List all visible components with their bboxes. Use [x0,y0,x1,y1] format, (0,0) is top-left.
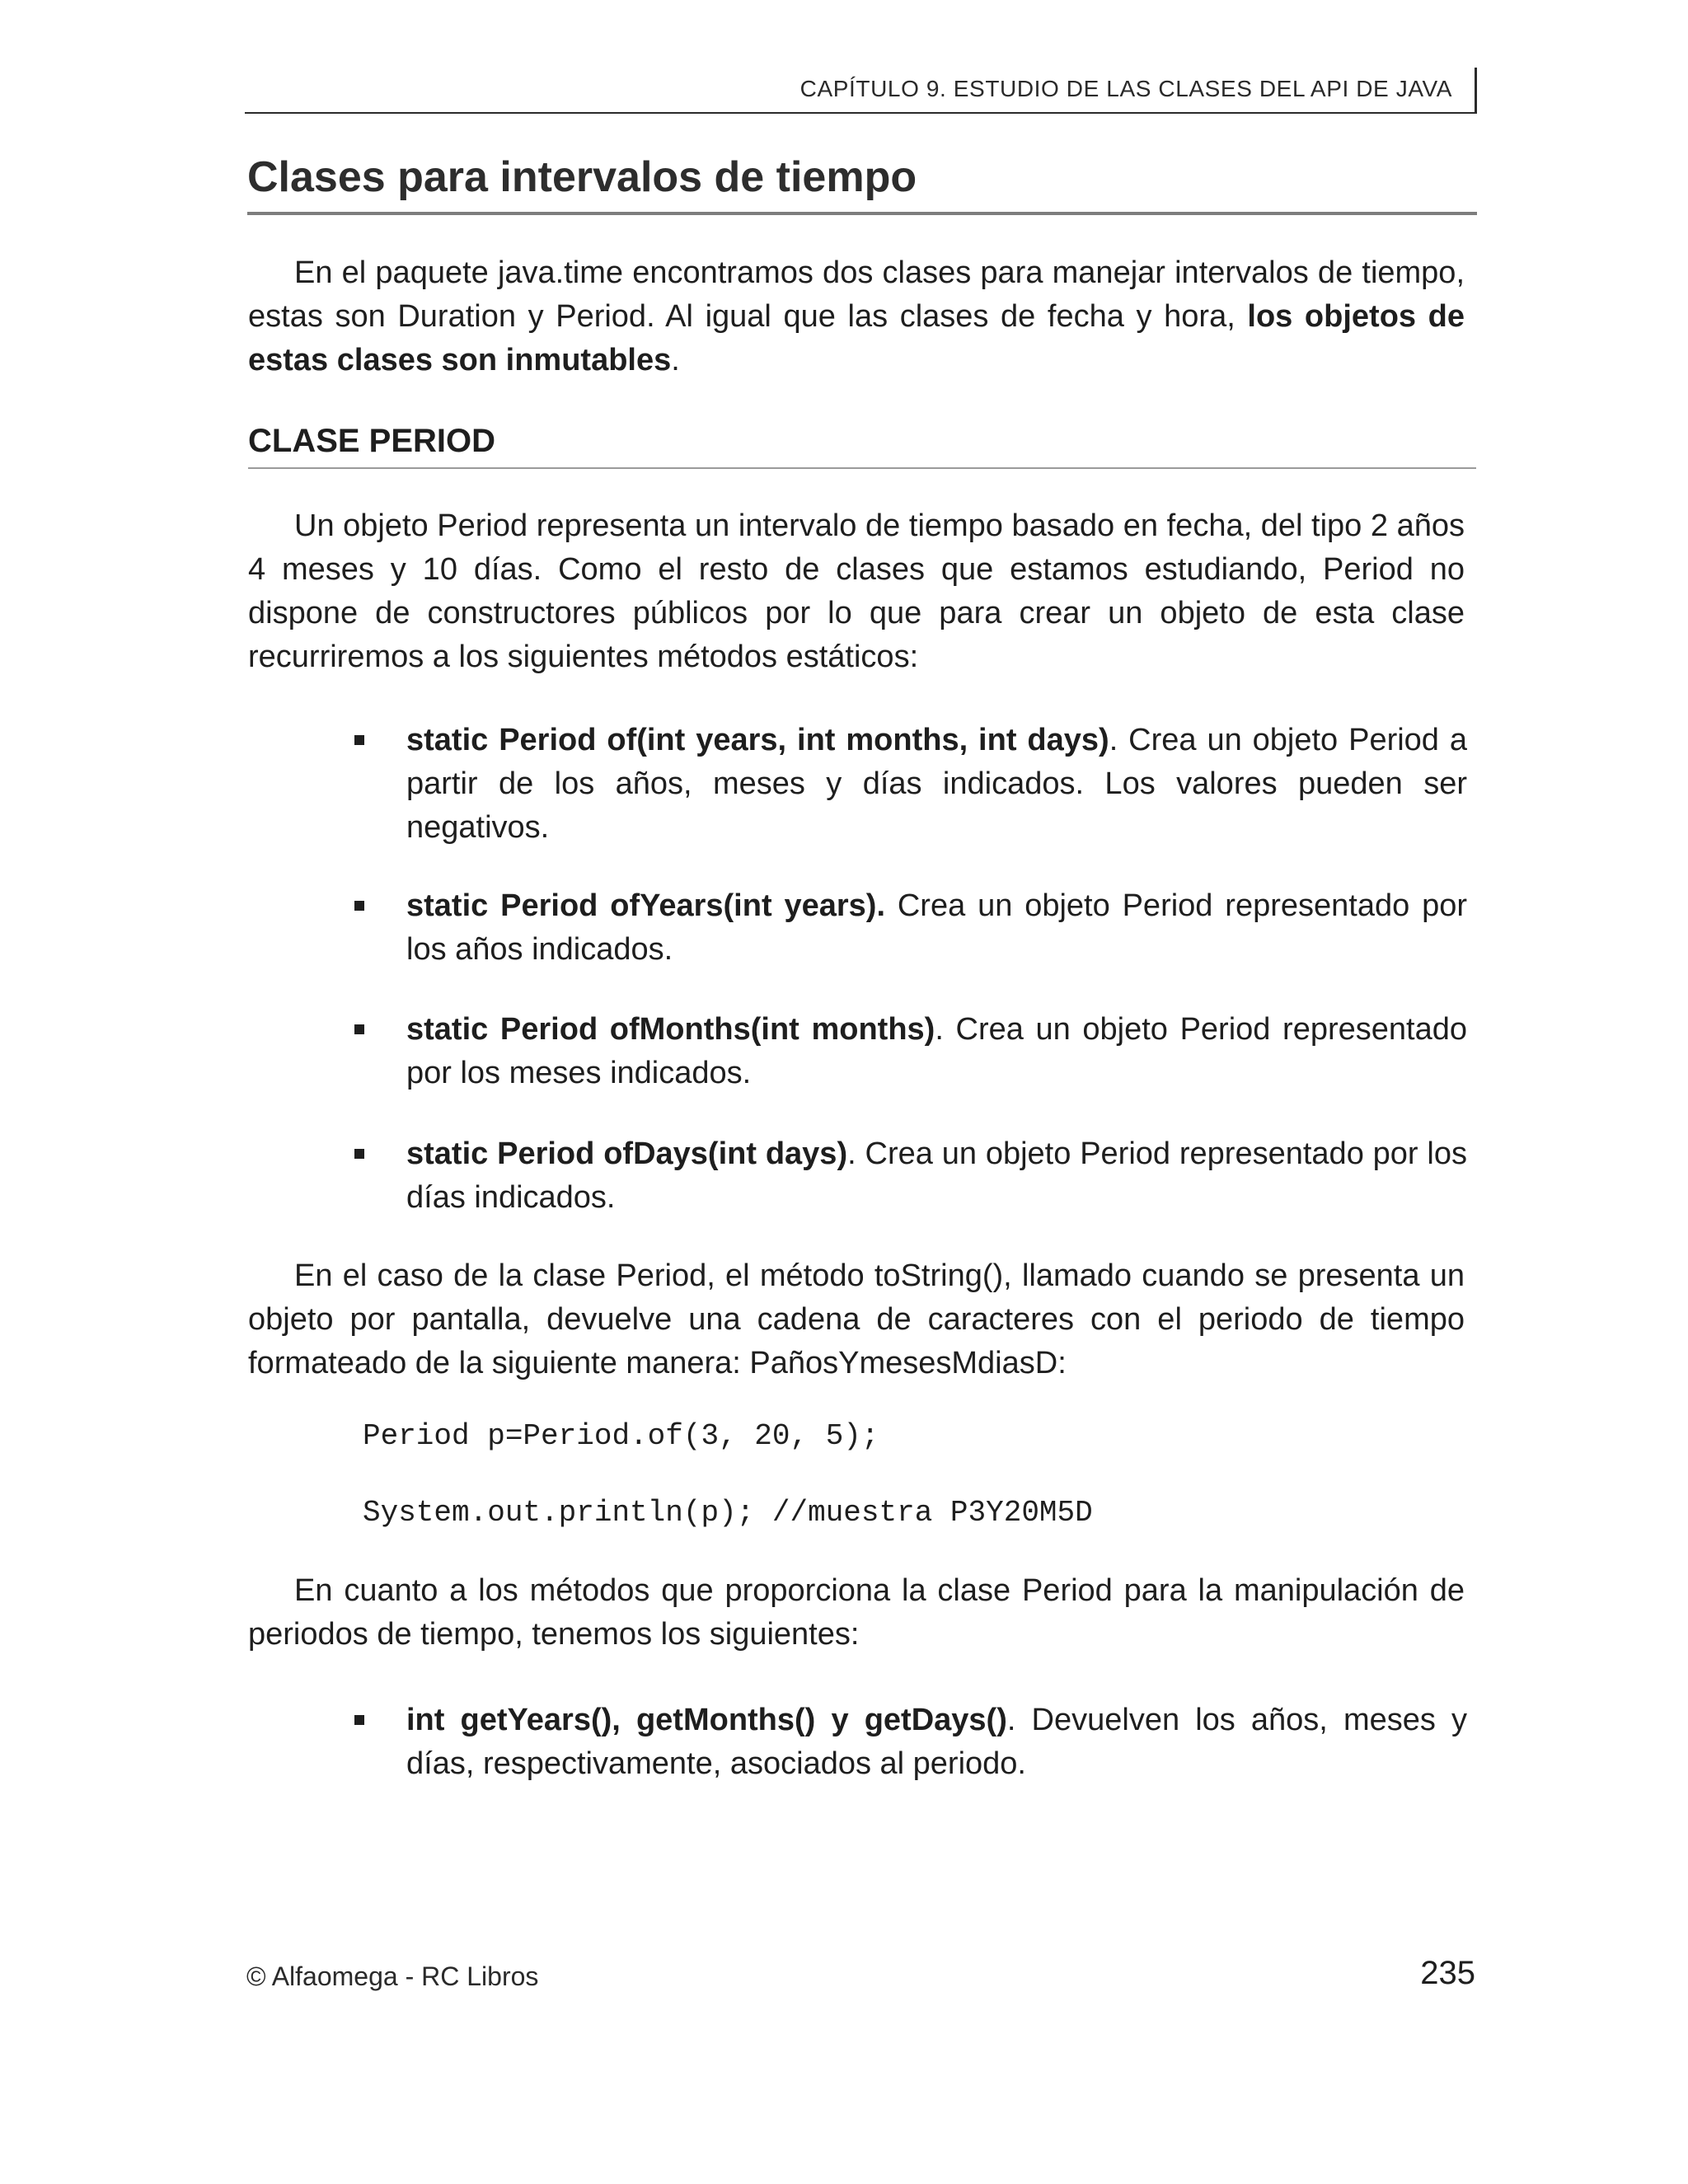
running-header-title: CAPÍTULO 9. ESTUDIO DE LAS CLASES DEL API DE JAVA [799,76,1452,101]
tostring-paragraph: En el caso de la clase Period, el método toString(), llamado cuando se presenta un objeto por pantalla, devuelve una cadena de caracteres con el periodo de tiempo formateado de la siguiente manera: PañosYmesesMdiasD: [248,1258,1465,1380]
bullet-square-icon [354,1024,364,1034]
footer-publisher: © Alfaomega - RC Libros [246,1961,539,1991]
method-item-of [354,719,1467,850]
bullet-square-icon [354,735,364,745]
running-header [245,68,1477,114]
method-description: . Devuelven los años, meses y días, respectivamente, asociados al periodo. [406,1703,1467,1781]
code-line-2: System.out.println(p); //muestra P3Y20M5D [363,1496,1093,1530]
method-signature: int getYears(), getMonths() y getDays() [406,1703,1007,1737]
method-item-getters [354,1699,1467,1786]
intro-paragraph [248,251,1465,382]
period-description-paragraph: Un objeto Period representa un intervalo de tiempo basado en fecha, del tipo 2 años 4 meses y 10 días. Como el resto de clases que estamos estudiando, Period no dispone de constructores públicos por lo que para crear un objeto de esta clase recurriremos a los siguientes métodos estáticos: [248,509,1465,674]
method-description: Crea un objeto Period representado por los años indicados. [406,888,1467,967]
method-signature: static Period of(int years, int months, int days) [406,723,1109,757]
page-number: 235 [1420,1955,1475,1991]
method-item-ofyears [354,884,1467,972]
method-signature: static Period ofDays(int days) [406,1137,848,1171]
bullet-square-icon [354,901,364,911]
section-heading: CLASE PERIOD [248,420,1476,469]
intro-bold-text: los objetos de estas clases son inmutables [248,299,1465,377]
intro-end: . [671,343,680,377]
method-item-ofdays [354,1132,1467,1220]
manipulation-paragraph: En cuanto a los métodos que proporciona la clase Period para la manipulación de periodos de tiempo, tenemos los siguientes: [248,1573,1465,1652]
bullet-square-icon [354,1149,364,1159]
method-signature: static Period ofMonths(int months) [406,1012,935,1047]
method-signature: static Period ofYears(int years). [406,888,885,923]
intro-text: En el paquete java.time encontramos dos clases para manejar intervalos de tiempo, estas son Duration y Period. Al igual que las clases de fecha y hora, [248,255,1465,334]
method-description: . Crea un objeto Period a partir de los años, meses y días indicados. Los valores pueden ser negativos. [406,723,1467,845]
method-description: . Crea un objeto Period representado por los meses indicados. [406,1012,1467,1090]
code-line-1: Period p=Period.of(3, 20, 5); [363,1419,879,1453]
method-description: . Crea un objeto Period representado por los días indicados. [406,1137,1468,1215]
running-header-rule [1475,68,1477,112]
page-title: Clases para intervalos de tiempo [247,152,1477,215]
method-item-ofmonths [354,1008,1467,1095]
bullet-square-icon [354,1715,364,1725]
